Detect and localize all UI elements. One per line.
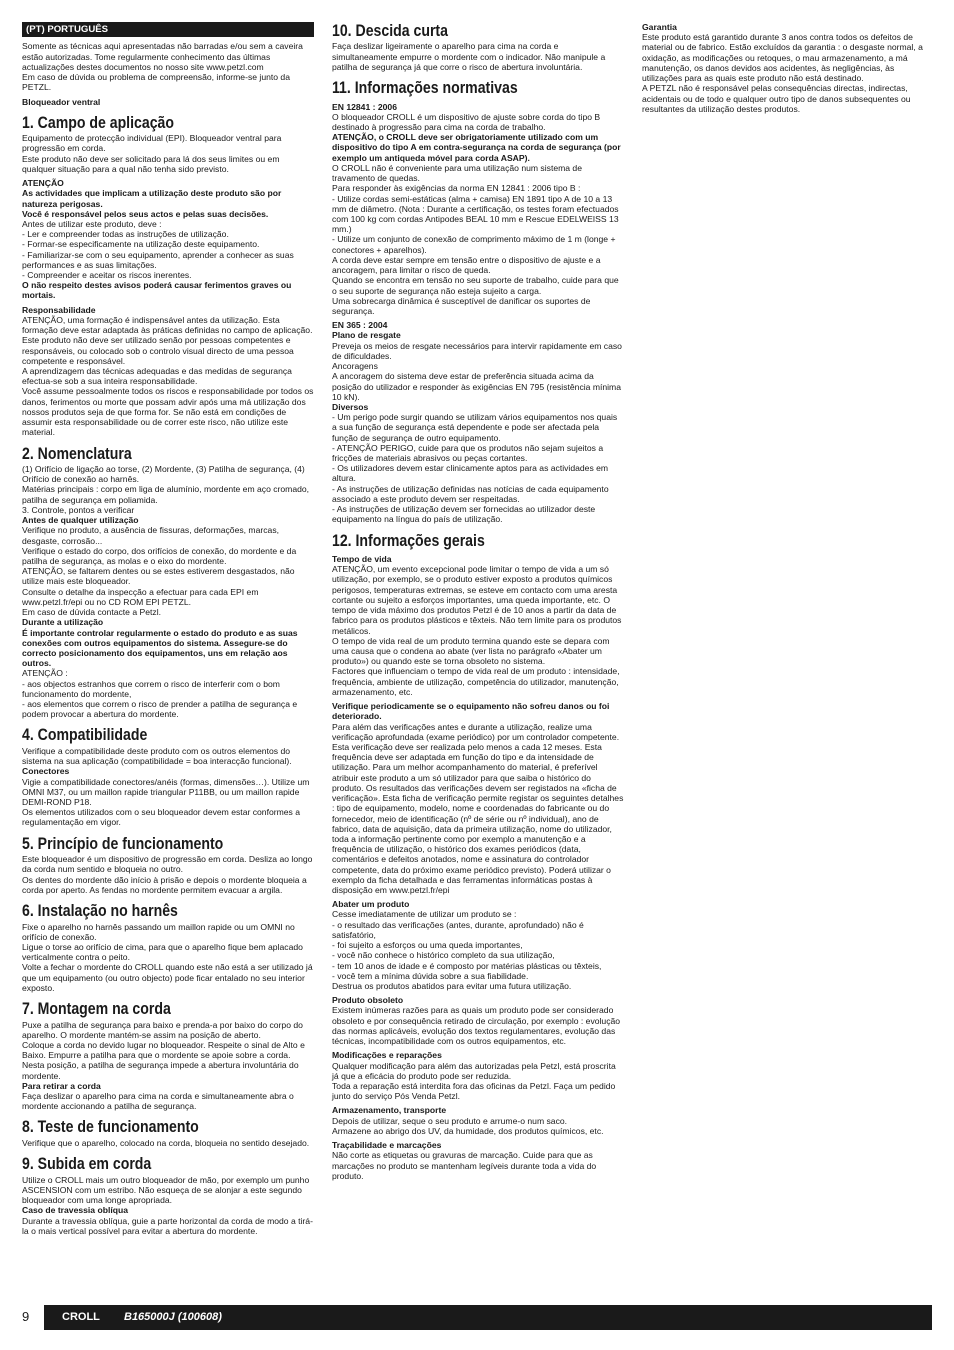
subheading: Garantia bbox=[642, 22, 677, 32]
paragraph: Não corte as etiquetas ou gravuras de marcação. Cuide para que as marcações no produto se mantenham legíveis durante toda a vida do produto. bbox=[332, 1150, 597, 1181]
paragraph: Para além das verificações antes e durante a utilização, realize uma verificação aprofundada (exame periódico) por um controlador competente. Esta verificação deve ser realizada pelo menos a cada 12 meses. Esta frequência deve ser adaptada em função do tipo e da intensidade de utilização. Para um melhor acompanhamento do material, é preferível atribuir este produto a um só utilizador para que saiba o histórico do produto. Os resultados das verificações devem ser registados na «ficha de verificação». Esta ficha de verificação permite registar os seguintes detalhes : tipo de equipamento, modelo, nome e coordenadas do fabricante ou do fornecedor, meio de identificação (nº de série ou nº individual), ano de fabrico, data de aquisição, data da primeira utilização, nome do utilizador, toda a informação pertinente como por exemplo a manutenção e a frequência de utilização, o histórico dos exames periódicos (data, comentários e defeitos anotados, nome e assinatura do controlador competente, data do próximo exame periódico previsto). Poderá utilizar o exemplo da ficha detalhada e das ferramentas informáticas postas à disposição em www.petzl.fr/epi bbox=[332, 721, 624, 896]
bold-paragraph: Para retirar a corda bbox=[22, 1080, 101, 1091]
paragraph: Este produto não deve ser utilizado senão por pessoas competentes e responsáveis, ou colocado sob o controlo visual directo de uma pessoa competente e responsável. bbox=[22, 335, 294, 366]
paragraph: - As instruções de utilização definidas nas notícias de cada equipamento associado a este produto devem ser respeitadas. bbox=[332, 483, 609, 504]
paragraph: A aprendizagem das técnicas adequadas e das medidas de segurança efectua-se sob a sua inteira responsabilidade. bbox=[22, 366, 292, 387]
paragraph: ATENÇÃO, se faltarem dentes ou se estes estiverem desgastados, não utilize mais este bloqueador. bbox=[22, 566, 295, 587]
section-heading: 7. Montagem na corda bbox=[22, 999, 171, 1019]
paragraph: Ancoragens bbox=[332, 361, 378, 372]
footer-bar bbox=[44, 1305, 932, 1330]
paragraph: Fixe o aparelho no harnês passando um maillon rapide ou um OMNI no orifício de conexão. bbox=[22, 921, 295, 942]
paragraph: Este produto está garantido durante 3 anos contra todos os defeitos de material ou de fabrico. Estão excluídos da garantia : o desgaste normal, a oxidação, as modificações ou retoques, o mau armazenamento, a má manutenção, os danos devidos aos acidentes, às negligências, às utilizações para as quais este produto não está destinado. bbox=[642, 32, 923, 84]
paragraph: - você tem a mínima dúvida sobre a sua fiabilidade. bbox=[332, 970, 529, 981]
section-heading: 2. Nomenclatura bbox=[22, 443, 132, 463]
bold-paragraph: Plano de resgate bbox=[332, 330, 401, 341]
paragraph: Quando se encontra em tensão no seu suporte de trabalho, cuide para que o seu suporte de segurança não esteja sujeito a carga. bbox=[332, 275, 619, 296]
paragraph: - Familiarizar-se com o seu equipamento, aprender a conhecer as suas performances e as suas limitações. bbox=[22, 249, 294, 270]
paragraph: - Um perigo pode surgir quando se utilizam vários equipamentos nos quais a sua função de segurança está dependente e pode ser afectada pela função de segurança de outro equipamento. bbox=[332, 412, 618, 443]
paragraph: Em caso de dúvida ou problema de compreensão, informe-se junto da PETZL. bbox=[22, 72, 290, 93]
bold-paragraph: O não respeito destes avisos poderá causar ferimentos graves ou mortais. bbox=[22, 280, 292, 301]
subheading: Produto obsoleto bbox=[332, 995, 404, 1006]
paragraph: Verifique que o aparelho, colocado na corda, bloqueia no sentido desejado. bbox=[22, 1137, 310, 1148]
section-heading: 8. Teste de funcionamento bbox=[22, 1117, 199, 1137]
section-heading: 9. Subida em corda bbox=[22, 1154, 152, 1174]
paragraph: Qualquer modificação para além das autorizadas pela Petzl, está proscrita já que a eficácia do produto pode ser reduzida. bbox=[332, 1060, 616, 1081]
section-heading: 6. Instalação no harnês bbox=[22, 901, 178, 921]
paragraph: ATENÇÃO, uma formação é indispensável antes da utilização. Esta formação deve estar adaptada às práticas definidas no campo de aplicação. bbox=[22, 314, 313, 336]
subheading: EN 365 : 2004 bbox=[332, 320, 388, 331]
column-1 bbox=[22, 22, 314, 1236]
document-reference: B165000J (100608) bbox=[124, 1311, 222, 1323]
paragraph: - Utilize um conjunto de conexão de comprimento máximo de 1 m (longe + conectores + aparelhos). bbox=[332, 234, 616, 255]
subheading: Abater um produto bbox=[332, 899, 410, 910]
paragraph: ATENÇÃO : bbox=[22, 668, 68, 679]
paragraph: Os elementos utilizados com o seu bloqueador devem estar conformes a regulamentação em vigor. bbox=[22, 807, 301, 828]
paragraph: A PETZL não é responsável pelas consequências directas, indirectas, acidentais ou de todo e qualquer outro tipo de danos subsequentes ou resultantes da utilização destes produtos. bbox=[642, 83, 911, 114]
paragraph: (1) Orifício de ligação ao torse, (2) Mordente, (3) Patilha de segurança, (4) Orifício de conexão ao harnês. bbox=[22, 464, 305, 485]
bold-paragraph: Conectores bbox=[22, 766, 70, 777]
paragraph: Em caso de dúvida contacte a Petzl. bbox=[22, 607, 162, 618]
subheading: Traçabilidade e marcações bbox=[332, 1140, 442, 1151]
paragraph: - aos objectos estranhos que correm o risco de interferir com o bom funcionamento do mordente, bbox=[22, 678, 280, 699]
subheading: ATENÇÃO bbox=[22, 178, 64, 189]
paragraph: Armazene ao abrigo dos UV, da humidade, dos produtos químicos, etc. bbox=[332, 1125, 604, 1136]
page-number: 9 bbox=[22, 1309, 30, 1324]
paragraph: Depois de utilizar, seque o seu produto e arrume-o num saco. bbox=[332, 1115, 568, 1126]
subheading: EN 12841 : 2006 bbox=[332, 101, 397, 112]
paragraph: Faça deslizar ligeiramente o aparelho para cima na corda e simultaneamente empurre o mordente com o indicador. Não manipule a patilha de segurança já que corre o risco de abertura involuntária. bbox=[332, 41, 606, 72]
paragraph: Destrua os produtos abatidos para evitar uma futura utilização. bbox=[332, 981, 572, 991]
paragraph: Coloque a corda no devido lugar no bloqueador. Respeite o sinal de Alto e Baixo. Empurre a patilha para que o mordente se apoie sobre a corda. Nesta posição, a patilha de segurança impede a abertura involuntária do mordente. bbox=[22, 1039, 305, 1081]
subheading: Armazenamento, transporte bbox=[332, 1105, 447, 1116]
section-heading: 5. Princípio de funcionamento bbox=[22, 833, 224, 853]
section-heading: 12. Informações gerais bbox=[332, 530, 485, 550]
section-heading: 4. Compatibilidade bbox=[22, 725, 148, 745]
paragraph: Antes de utilizar este produto, deve : bbox=[22, 218, 162, 229]
paragraph: Utilize o CROLL mais um outro bloqueador de mão, por exemplo um punho ASCENSION com um estribo. Não esqueça de se alonjar a este segundo bloqueador com uma longe apropriada. bbox=[22, 1174, 310, 1206]
paragraph: Verifique o estado do corpo, dos orifícios de conexão, do mordente e da patilha de segurança, as molas e o eixo do mordente. bbox=[22, 545, 297, 566]
paragraph: O tempo de vida real de um produto termina quando este se depara com uma causa que o condena ao abate (ver lista no parágrafo «Abater um produto») ou quando este se torna obsoleto no sistema. bbox=[332, 635, 610, 667]
paragraph: Durante a travessia oblíqua, guie a parte horizontal da corda de modo a tirá-la o mais vertical possível para evitar a abertura do mordente. bbox=[22, 1215, 313, 1236]
paragraph: Este bloqueador é um dispositivo de progressão em corda. Desliza ao longo da corda num sentido e bloqueia no outro. bbox=[22, 854, 313, 875]
bold-paragraph: Diversos bbox=[332, 401, 369, 412]
language-header: (PT) PORTUGUÊS bbox=[22, 22, 314, 37]
paragraph: Consulte o detalhe da inspecção a efectuar para cada EPI em www.petzl.fr/epi ou no CD ROM EPI PETZL. bbox=[22, 586, 259, 607]
subheading: Modificações e reparações bbox=[332, 1050, 442, 1061]
subheading: Bloqueador ventral bbox=[22, 96, 101, 107]
paragraph: Uma sobrecarga dinâmica é susceptível de danificar os suportes de segurança. bbox=[332, 295, 591, 316]
column-2 bbox=[332, 22, 624, 1181]
paragraph: - Formar-se especificamente na utilização deste equipamento. bbox=[22, 239, 260, 250]
page-footer bbox=[22, 1305, 932, 1330]
bold-paragraph: Você é responsável pelos seus actos e pelas suas decisões. bbox=[22, 208, 269, 219]
paragraph: Equipamento de protecção individual (EPI). Bloqueador ventral para progressão em corda. bbox=[22, 133, 282, 154]
section-heading: 10. Descida curta bbox=[332, 21, 448, 40]
paragraph: - você não conhece o histórico completo da sua utilização, bbox=[332, 950, 555, 961]
paragraph: Vigie a compatibilidade conectores/anéis (formas, dimensões…). Utilize um OMNI M37, ou um maillon rapide triangular P11BB, ou um maillon rapide DEMI-ROND P18. bbox=[22, 776, 310, 808]
paragraph: A corda deve estar sempre em tensão entre o dispositivo de ajuste e a ancoragem, para limitar o risco de queda. bbox=[332, 254, 601, 276]
paragraph: Verifique a compatibilidade deste produto com os outros elementos do sistema na sua aplicação (compatibilidade = boa interacção funcional). bbox=[22, 745, 292, 767]
paragraph: - Ler e compreender todas as instruções de utilização. bbox=[22, 229, 229, 240]
bold-paragraph: Durante a utilização bbox=[22, 617, 104, 628]
paragraph: Preveja os meios de resgate necessários para intervir rapidamente em caso de dificuldades. bbox=[332, 340, 622, 361]
column-3 bbox=[642, 22, 934, 114]
section-heading: 1. Campo de aplicação bbox=[22, 112, 174, 132]
subheading: Verifique periodicamente se o equipamento não sofreu danos ou foi deteriorado. bbox=[332, 701, 610, 722]
paragraph: - As instruções de utilização devem ser fornecidas ao utilizador deste equipamento na língua do país de utilização. bbox=[332, 504, 596, 525]
paragraph: - ATENÇÃO PERIGO, cuide para que os produtos não sejam sujeitos a fricções de materiais abrasivos ou peças cortantes. bbox=[332, 442, 604, 464]
bold-paragraph: As actividades que implicam a utilização deste produto são por natureza perigosas. bbox=[22, 188, 282, 209]
bold-paragraph: É importante controlar regularmente o estado do produto e as suas conexões com outros equipamentos do sistema. Assegure-se do correcto posicionamento dos equipamentos, uns em relação aos outros. bbox=[22, 627, 298, 669]
paragraph: Os dentes do mordente dão início à prisão e depois o mordente bloqueia a corda por aperto. As fendas no mordente permitem evacuar a argila. bbox=[22, 874, 307, 895]
paragraph: Ligue o torse ao orifício de cima, para que o aparelho fique bem aplacado verticalmente contra o peito. bbox=[22, 941, 303, 963]
paragraph: Puxe a patilha de segurança para baixo e prenda-a por baixo do corpo do aparelho. O mordente mantém-se assim na posição de aberto. bbox=[22, 1019, 303, 1040]
paragraph: Toda a reparação está interdita fora das oficinas da Petzl. Faça um pedido junto do serviço Pós Venda Petzl. bbox=[332, 1080, 616, 1102]
section-heading: 11. Informações normativas bbox=[332, 78, 518, 98]
paragraph: - Compreender e aceitar os riscos inerentes. bbox=[22, 270, 192, 281]
paragraph: - foi sujeito a esforços ou uma queda importantes, bbox=[332, 940, 523, 951]
product-model: CROLL bbox=[62, 1311, 100, 1323]
bold-paragraph: Antes de qualquer utilização bbox=[22, 515, 139, 526]
paragraph: Para responder às exigências da norma EN 12841 : 2006 tipo B : bbox=[332, 183, 581, 194]
paragraph: Volte a fechar o mordente do CROLL quando este não está a ser utilizado já que um equipamento (ou outro objecto) pode ficar entalado no seu interior exposto. bbox=[22, 962, 313, 993]
paragraph: Somente as técnicas aqui apresentadas não barradas e/ou sem a caveira estão autorizadas. Tome regularmente conhecimento das últimas actualizações destes documentos no nosso site www.petzl.com bbox=[22, 41, 303, 72]
paragraph: - Utilize cordas semi-estáticas (alma + camisa) EN 1891 tipo A de 10 a 13 mm de diâmetro. (Nota : Durante a certificação, os testes foram efectuados com 100 kg com cordas Antipodes BEAL 10 mm e Rescue EDELWEISS 13 mm.) bbox=[332, 193, 619, 235]
paragraph: Factores que influenciam o tempo de vida real de um produto : intensidade, frequência, ambiente de utilização, competência do utilizador, manutenção, armazenamento, etc. bbox=[332, 666, 620, 697]
subheading: Tempo de vida bbox=[332, 554, 392, 565]
paragraph: Este produto não deve ser solicitado para lá dos seus limites ou em qualquer situação para a qual não tenha sido previsto. bbox=[22, 153, 280, 174]
bold-paragraph: Caso de travessia oblíqua bbox=[22, 1205, 129, 1216]
paragraph: - tem 10 anos de idade e é composto por matérias plásticas ou têxteis, bbox=[332, 960, 602, 971]
paragraph: ATENÇÃO, um evento excepcional pode limitar o tempo de vida a um só utilização, por exemplo, se o produto estiver exposto a produtos químicos perigosos, temperaturas extremas, se esteve em contacto com uma aresta cortante ou sujeito a esforços importantes, uma queda importante, etc. O tempo de vida máximo dos produtos Petzl é de 10 anos a partir da data de fabrico para os produtos plásticos e têxteis. Não tem limite para os produtos metálicos. bbox=[332, 564, 622, 636]
paragraph: 3. Controle, pontos a verificar bbox=[22, 504, 135, 515]
paragraph: Existem inúmeras razões para as quais um produto pode ser considerado obsoleto e por consequência retirado de circulação, por exemplo : evolução das normas aplicáveis, evolução dos textos regulamentares, evolução das técnicas, incompatibilidade com os outros equipamentos, etc. bbox=[332, 1005, 621, 1047]
paragraph: O bloqueador CROLL é um dispositivo de ajuste sobre corda do tipo B destinado à progressão para cima na corda de trabalho. bbox=[332, 111, 601, 133]
paragraph: Cesse imediatamente de utilizar um produto se : bbox=[332, 909, 517, 920]
paragraph: Matérias principais : corpo em liga de alumínio, mordente em aço cromado, patilha de segurança em poliamida. bbox=[22, 484, 310, 505]
paragraph: - aos elementos que correm o risco de prender a patilha de segurança e podem provocar a abertura do mordente. bbox=[22, 699, 298, 720]
paragraph: O CROLL não é conveniente para uma utilização num sistema de travamento de quedas. bbox=[332, 162, 582, 184]
paragraph: - o resultado das verificações (antes, durante, aprofundado) não é satisfatório, bbox=[332, 919, 584, 940]
paragraph: Você assume pessoalmente todos os riscos e responsabilidade por todos os danos, ferimentos ou morte que possam advir após uma má utilização dos nossos produtos seja de que forma for. Se não está em condições de assumir esta responsabilidade ou de correr este risco, não utilize este material. bbox=[22, 386, 314, 438]
paragraph: A ancoragem do sistema deve estar de preferência situada acima da posição do utilizador e responder às exigências EN 795 (resistência mínima 10 kN). bbox=[332, 371, 621, 402]
bold-paragraph: ATENÇÃO, o CROLL deve ser obrigatoriamente utilizado com um dispositivo do tipo A em contra-segurança na corda de segurança (por exemplo um antiqueda móvel para corda ASAP). bbox=[332, 132, 621, 163]
subheading: Responsabilidade bbox=[22, 304, 96, 315]
paragraph: Verifique no produto, a ausência de fissuras, deformações, marcas, desgaste, corrosão... bbox=[22, 525, 279, 546]
paragraph: - Os utilizadores devem estar clinicamente aptos para as actividades em altura. bbox=[332, 463, 609, 484]
paragraph: Faça deslizar o aparelho para cima na corda e simultaneamente abra o mordente accionando a patilha de segurança. bbox=[22, 1091, 294, 1112]
